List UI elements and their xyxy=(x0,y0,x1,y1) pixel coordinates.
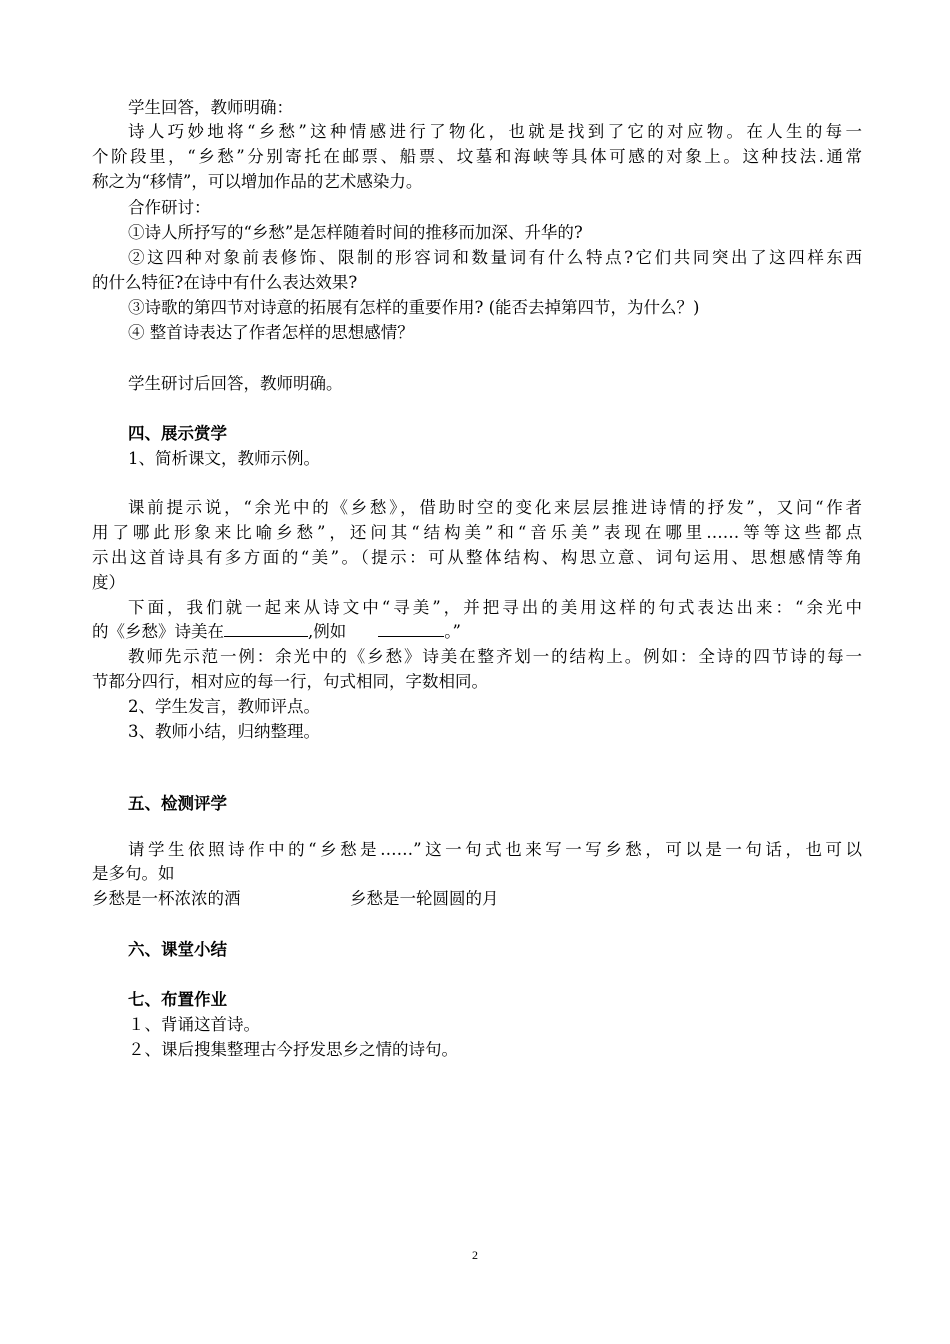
paragraph-line: 是多句。如 xyxy=(92,864,175,883)
question-line: ④ 整首诗表达了作者怎样的思想感情？ xyxy=(128,323,414,342)
paragraph-line: 节都分四行，相对应的每一行，句式相同，字数相同。 xyxy=(92,672,488,691)
paragraph-line: 下面，我们就一起来从诗文中“寻美”，并把寻出的美用这样的句式表达出来：“余光中 xyxy=(128,598,862,617)
answer-blank xyxy=(224,620,308,637)
example-left: 乡愁是一杯浓浓的酒 xyxy=(92,889,241,908)
fill-in-middle: ,例如 xyxy=(308,622,347,641)
paragraph-line: 教师先示范一例：余光中的《乡愁》诗美在整齐划一的结构上。例如：全诗的四节诗的每一 xyxy=(128,647,862,666)
paragraph-line: 学生研讨后回答，教师明确。 xyxy=(128,374,343,393)
paragraph-line: 度） xyxy=(92,573,125,592)
list-item: １、背诵这首诗。 xyxy=(128,1015,260,1034)
paragraph-line: 3、教师小结，归纳整理。 xyxy=(128,722,320,741)
paragraph-line: 合作研讨： xyxy=(128,198,211,217)
paragraph-line: 课前提示说，“余光中的《乡愁》，借助时空的变化来层层推进诗情的抒发”，又问“作者 xyxy=(128,498,862,517)
fill-in-line xyxy=(92,620,862,644)
paragraph-line: 诗人巧妙地将“乡愁”这种情感进行了物化，也就是找到了它的对应物。在人生的每一 xyxy=(128,122,862,141)
example-right: 乡愁是一轮圆圆的月 xyxy=(350,889,499,908)
question-line: ③诗歌的第四节对诗意的拓展有怎样的重要作用? (能否去掉第四节，为什么？) xyxy=(128,298,700,317)
example-line xyxy=(92,887,862,911)
question-line: ②这四种对象前表修饰、限制的形容词和数量词有什么特点?它们共同突出了这四样东西 xyxy=(128,248,862,267)
question-line: ①诗人所抒写的“乡愁”是怎样随着时间的推移而加深、升华的? xyxy=(128,223,583,242)
paragraph-line: 学生回答，教师明确： xyxy=(128,98,293,117)
fill-in-suffix: 。” xyxy=(444,622,461,641)
paragraph-line: 请学生依照诗作中的“乡愁是……”这一句式也来写一写乡愁，可以是一句话，也可以 xyxy=(128,840,862,859)
list-item: ２、课后搜集整理古今抒发思乡之情的诗句。 xyxy=(128,1040,458,1059)
answer-blank xyxy=(378,620,444,637)
paragraph-line: 用了哪此形象来比喻乡愁”，还问其“结构美”和“音乐美”表现在哪里……等等这些都点 xyxy=(92,523,862,542)
question-line: 的什么特征?在诗中有什么表达效果? xyxy=(92,273,358,292)
paragraph-line: 个阶段里，“乡愁”分别寄托在邮票、船票、坟墓和海峡等具体可感的对象上。这种技法.通常 xyxy=(92,147,862,166)
fill-in-prefix: 的《乡愁》诗美在 xyxy=(92,622,224,641)
paragraph-line: 示出这首诗具有多方面的“美”。（提示：可从整体结构、构思立意、词句运用、思想感情等角 xyxy=(92,548,862,567)
section-heading: 七、布置作业 xyxy=(128,990,227,1009)
paragraph-line: 1、简析课文，教师示例。 xyxy=(128,449,320,468)
section-heading: 六、课堂小结 xyxy=(128,940,227,959)
page-number: 2 xyxy=(472,1248,478,1262)
paragraph-line: 2、学生发言，教师评点。 xyxy=(128,697,320,716)
paragraph-line: 称之为“移情”，可以增加作品的艺术感染力。 xyxy=(92,172,423,191)
section-heading: 五、检测评学 xyxy=(128,794,227,813)
section-heading: 四、展示赏学 xyxy=(128,424,227,443)
